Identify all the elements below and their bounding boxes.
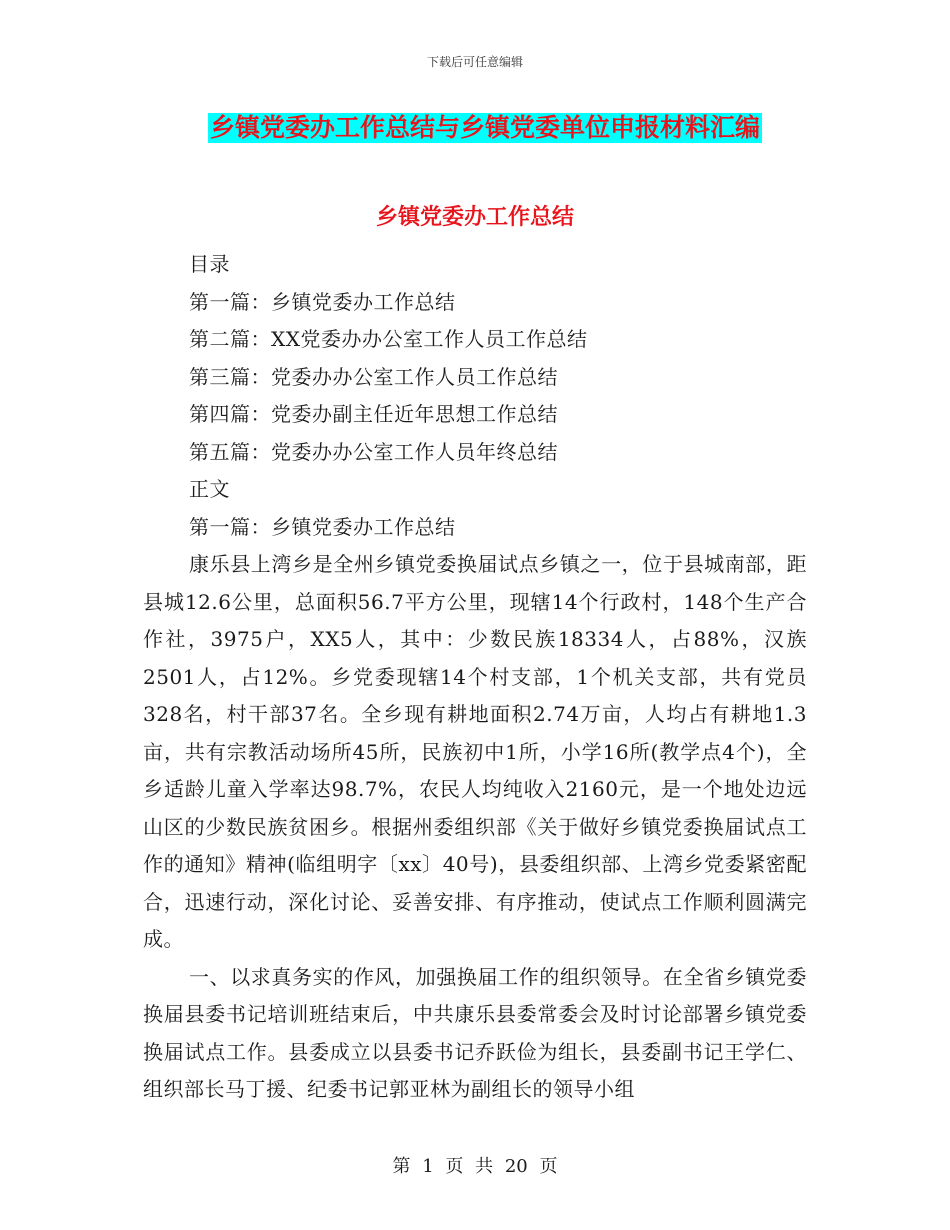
body-heading: 正文 <box>189 477 230 501</box>
body-paragraph: 一、以求真务实的作风，加强换届工作的组织领导。在全省乡镇党委换届县委书记培训班结束后，中共康乐县委常委会及时讨论部署乡镇党委换届试点工作。县委成立以县委书记乔跃俭为组长，县委副书记王学仁、组织部长马丁援、纪委书记郭亚林为副组长的领导小组 <box>143 964 807 1101</box>
document-content <box>143 246 807 1109</box>
toc-item: 第二篇：XX党委办办公室工作人员工作总结 <box>189 327 588 351</box>
toc-item: 第一篇：乡镇党委办工作总结 <box>189 289 456 314</box>
header-note: 下载后可任意编辑 <box>426 55 523 69</box>
toc-item: 第五篇：党委办办公室工作人员年终总结 <box>189 439 558 464</box>
toc-item: 第三篇：党委办办公室工作人员工作总结 <box>189 364 558 389</box>
first-article-title: 第一篇：乡镇党委办工作总结 <box>189 514 456 539</box>
document-sub-title: 乡镇党委办工作总结 <box>375 205 574 230</box>
toc-heading: 目录 <box>189 252 230 276</box>
body-paragraph: 康乐县上湾乡是全州乡镇党委换届试点乡镇之一，位于县城南部，距县城12.6公里，总面积56.7平方公里，现辖14个行政村，148个生产合作社，3975户，XX5人，其中：少数民族18334人，占88%，汉族2501人，占12%。乡党委现辖14个村支部，1个机关支部，共有党员328名，村干部37名。全乡现有耕地面积2.74万亩，人均占有耕地1.3亩，共有宗教活动场所45所，民族初中1所，小学16所(教学点4个)，全乡适龄儿童入学率达98.7%，农民人均纯收入2160元，是一个地处边远山区的少数民族贫困乡。根据州委组织部《关于做好乡镇党委换届试点工作的通知》精神(临组明字〔xx〕40号)，县委组织部、上湾乡党委紧密配合，迅速行动，深化讨论、妥善安排、有序推动，使试点工作顺利圆满完成。 <box>143 552 807 951</box>
page-footer: 第 1 页 共 20 页 <box>392 1156 558 1177</box>
document-main-title: 乡镇党委办工作总结与乡镇党委单位申报材料汇编 <box>210 113 761 142</box>
toc-item: 第四篇：党委办副主任近年思想工作总结 <box>189 402 558 426</box>
